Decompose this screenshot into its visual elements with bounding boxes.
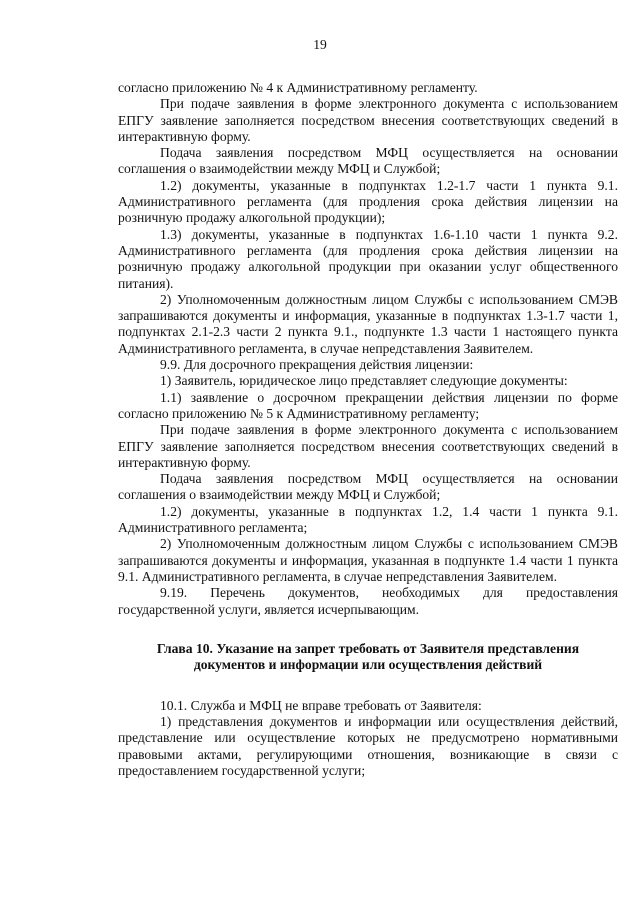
paragraph: Подача заявления посредством МФЦ осуществляется на основании соглашения о взаимодействии между МФЦ и Службой; bbox=[118, 145, 618, 177]
paragraph: 1.2) документы, указанные в подпунктах 1.2-1.7 части 1 пункта 9.1. Административного регламента (для продления срока действия лицензии на розничную продажу алкогольной продукции); bbox=[118, 177, 618, 226]
chapter-heading-line-1: Глава 10. Указание на запрет требовать от Заявителя представления bbox=[156, 640, 580, 656]
paragraph: 10.1. Служба и МФЦ не вправе требовать от Заявителя: bbox=[160, 697, 482, 713]
paragraph: 1.3) документы, указанные в подпунктах 1.6-1.10 части 1 пункта 9.2. Административного регламента (для продления срока действия лицензии на розничную продажу алкогольной продукции при оказании услуг общественного питания). bbox=[118, 226, 618, 291]
paragraph: 9.9. Для досрочного прекращения действия лицензии: bbox=[160, 357, 474, 373]
paragraph: Подача заявления посредством МФЦ осуществляется на основании соглашения о взаимодействии между МФЦ и Службой; bbox=[118, 471, 618, 503]
page-number: 19 bbox=[313, 37, 327, 52]
paragraph: 1.1) заявление о досрочном прекращении действия лицензии по форме согласно приложению № 5 к Административному регламенту; bbox=[118, 389, 618, 421]
paragraph: При подаче заявления в форме электронного документа с использованием ЕПГУ заявление заполняется посредством внесения соответствующих сведений в интерактивную форму. bbox=[118, 96, 618, 144]
chapter-heading bbox=[118, 641, 618, 674]
section-before-heading bbox=[118, 80, 618, 618]
document-body bbox=[118, 80, 618, 779]
paragraph: 1) Заявитель, юридическое лицо представляет следующие документы: bbox=[160, 373, 568, 389]
chapter-heading-line-2: документов и информации или осуществления действий bbox=[193, 657, 543, 673]
section-after-heading bbox=[118, 698, 618, 779]
paragraph: 1.2) документы, указанные в подпунктах 1.2, 1.4 части 1 пункта 9.1. Административного регламента; bbox=[118, 503, 618, 536]
paragraph: При подаче заявления в форме электронного документа с использованием ЕПГУ заявление заполняется посредством внесения соответствующих сведений в интерактивную форму. bbox=[118, 422, 618, 470]
paragraph: согласно приложению № 4 к Административному регламенту. bbox=[118, 80, 478, 95]
paragraph: 2) Уполномоченным должностным лицом Службы с использованием СМЭВ запрашиваются документы и информация, указанная в подпункте 1.4 части 1 пункта 9.1. Административного регламента, в случае непредставления Заявителем. bbox=[118, 536, 618, 584]
paragraph: 9.19. Перечень документов, необходимых для предоставления государственной услуги, является исчерпывающим. bbox=[118, 585, 618, 617]
paragraph: 1) представления документов и информации или осуществления действий, представление или осуществление которых не предусмотрено нормативными правовыми актами, регулирующими отношения, возникающие в связи с предоставлением государственной услуги; bbox=[118, 714, 618, 778]
paragraph: 2) Уполномоченным должностным лицом Службы с использованием СМЭВ запрашиваются документы и информация, указанные в подпунктах 1.3-1.7 части 1, подпунктах 2.1-2.3 части 2 пункта 9.1., подпункте 1.3 части 1 настоящего пункта Административного регламента, в случае непредставления Заявителем. bbox=[118, 291, 618, 356]
